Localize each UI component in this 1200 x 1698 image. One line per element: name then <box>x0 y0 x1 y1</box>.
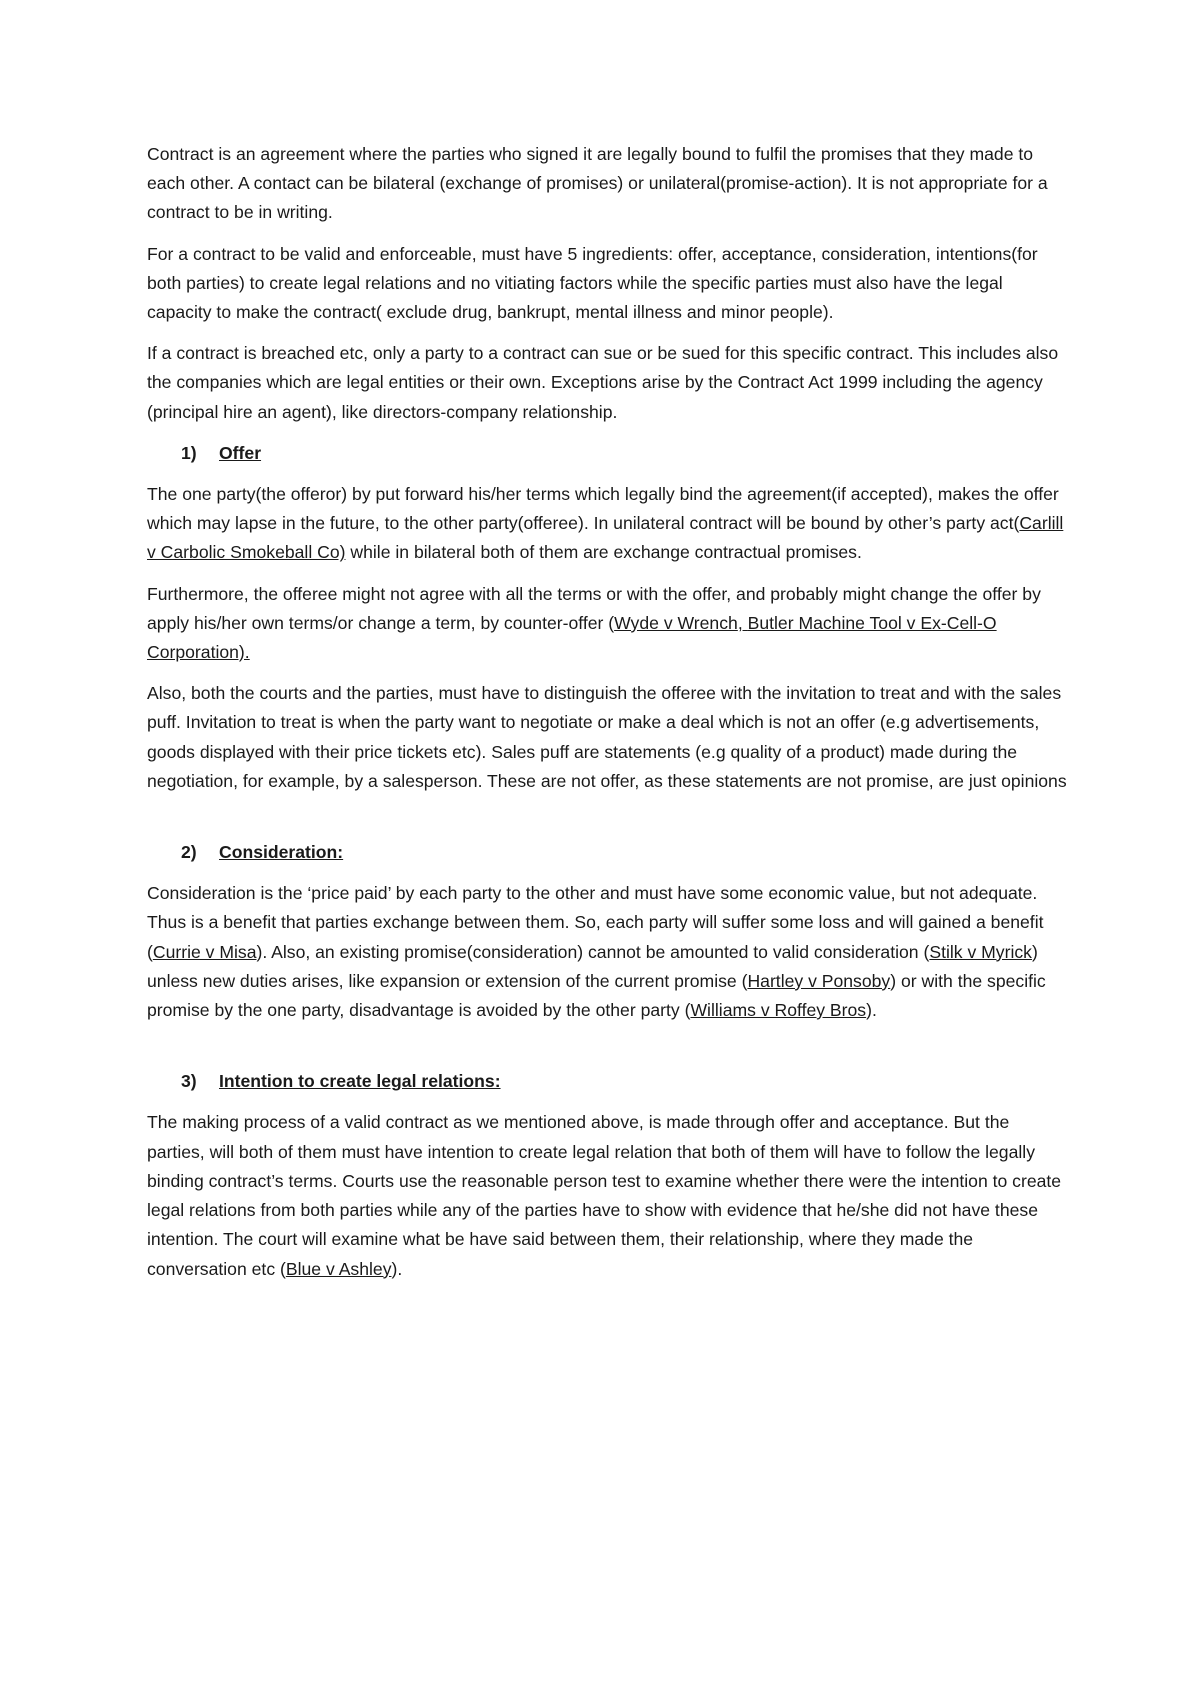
offer-paragraph-1 <box>147 480 1067 568</box>
section-title: Consideration: <box>219 842 344 863</box>
offer-paragraph-3: Also, both the courts and the parties, must have to distinguish the offeree with the invitation to treat and with the sales puff. Invitation to treat is when the party want to negotiate or make a deal which is not an offer (e.g advertisements, goods displayed with their price tickets etc). Sales puff are statements (e.g quality of a product) made during the negotiation, for example, by a salesperson. These are not offer, as these statements are not promise, are just opinions <box>147 683 1067 791</box>
text-run: ) or with the specific promise by the one party, disadvantage is avoided by the other party ( <box>147 970 1046 1021</box>
consideration-paragraph <box>147 879 1067 1025</box>
section-heading-offer <box>147 439 1067 468</box>
section-heading-consideration <box>147 838 1067 867</box>
case-citation: Stilk v Myrick <box>929 941 1032 962</box>
section-heading-intention <box>147 1067 1067 1096</box>
text-run: Furthermore, the offeree might not agree with all the terms or with the offer, and probably might change the offer by apply his/her own terms/or change a term, by counter-offer ( <box>147 583 1041 633</box>
text-run: ). <box>866 1000 877 1021</box>
case-citation: Williams v Roffey Bros <box>690 1000 867 1021</box>
intro-paragraph-1: Contract is an agreement where the parties who signed it are legally bound to fulfil the promises that they made to each other. A contact can be bilateral (exchange of promises) or unilateral(promise-action). It is not appropriate for a contract to be in writing. <box>147 144 1048 223</box>
text-run: while in bilateral both of them are exchange contractual promises. <box>345 542 862 563</box>
case-citation: Carlill v Carbolic Smokeball Co) <box>147 513 1064 563</box>
section-number: 3) <box>181 1071 197 1092</box>
text-run: The one party(the offeror) by put forward his/her terms which legally bind the agreement(if accepted), makes the offer which may lapse in the future, to the other party(offeree). In unilateral contract will be bound by other’s party act( <box>147 484 1059 534</box>
intention-paragraph <box>147 1108 1067 1283</box>
spacer <box>147 1037 1067 1067</box>
document-page <box>147 140 1067 1296</box>
text-run: ) unless new duties arises, like expansion or extension of the current promise ( <box>147 941 1038 991</box>
section-title: Intention to create legal relations: <box>219 1071 501 1092</box>
text-run: Consideration is the ‘price paid’ by each party to the other and must have some economic value, but not adequate. Thus is a benefit that parties exchange between them. So, each party will suffer some loss and will gained a benefit ( <box>147 883 1044 962</box>
intro-paragraph-3: If a contract is breached etc, only a party to a contract can sue or be sued for this specific contract. This includes also the companies which are legal entities or their own. Exceptions arise by the Contract Act 1999 including the agency (principal hire an agent), like directors-company relationship. <box>147 343 1059 422</box>
section-number: 2) <box>181 842 197 863</box>
text-run: , <box>737 612 748 633</box>
section-title: Offer <box>219 442 262 463</box>
case-citation: Hartley v Ponsoby <box>747 970 891 991</box>
text-run: ). <box>391 1258 403 1279</box>
text-run: ). Also, an existing promise(consideration) cannot be amounted to valid consideration ( <box>256 941 930 962</box>
spacer <box>147 808 1067 838</box>
offer-paragraph-2 <box>147 580 1067 668</box>
case-citation: Blue v Ashley <box>285 1258 392 1279</box>
text-run: The making process of a valid contract as we mentioned above, is made through offer and acceptance. But the parties, will both of them must have intention to create legal relation that both of them will have to follow the legally binding contract’s terms. Courts use the reasonable person test to examine whether there were the intention to create legal relations from both parties while any of the parties have to show with evidence that he/she did not have these intention. The court will examine what be have said between them, their relationship, where they made the conversation etc ( <box>147 1112 1062 1279</box>
case-citation: Wyde v Wrench <box>614 612 738 633</box>
case-citation: Currie v Misa <box>152 941 257 962</box>
intro-paragraph-2: For a contract to be valid and enforceable, must have 5 ingredients: offer, acceptance, consideration, intentions(for both parties) to create legal relations and no vitiating factors while the specific parties must also have the legal capacity to make the contract( exclude drug, bankrupt, mental illness and minor people). <box>147 243 1038 323</box>
case-citation: Butler Machine Tool v Ex-Cell-O Corporation). <box>147 612 997 663</box>
section-number: 1) <box>181 442 197 463</box>
